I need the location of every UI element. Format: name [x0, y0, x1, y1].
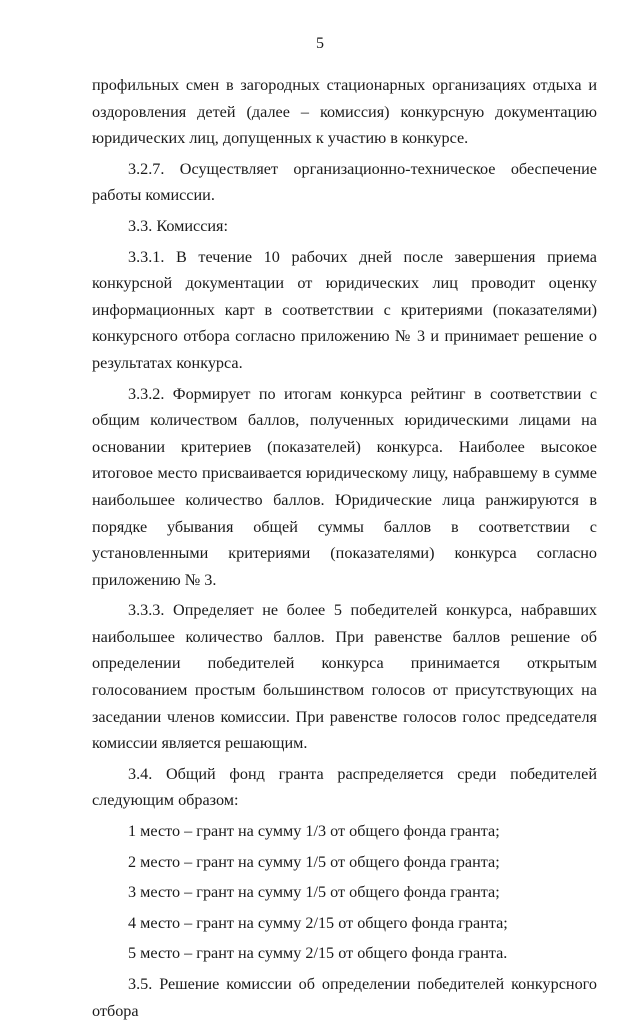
paragraph-3-5: 3.5. Решение комиссии об определении победителей конкурсного отбора — [92, 975, 597, 1020]
paragraph-3-4: 3.4. Общий фонд гранта распределяется среди победителей следующим образом: — [92, 764, 597, 810]
grant-distribution-list — [92, 818, 597, 967]
list-item: 2 место – грант на сумму 1/5 от общего фонда гранта; — [128, 852, 500, 871]
document-body — [92, 72, 597, 1028]
paragraph-3-3-1: 3.3.1. В течение 10 рабочих дней после завершения приема конкурсной документации от юридических лиц проводит оценку информационных карт в соответствии с критериями (показателями) конкурсного отбора согласно приложению № 3 и принимает решение о результатах конкурса. — [92, 247, 597, 372]
list-item: 1 место – грант на сумму 1/3 от общего фонда гранта; — [128, 822, 500, 841]
paragraph-3-2-7: 3.2.7. Осуществляет организационно-техническое обеспечение работы комиссии. — [92, 159, 597, 205]
list-item: 3 место – грант на сумму 1/5 от общего фонда гранта; — [128, 883, 500, 902]
paragraph-3-3-3: 3.3.3. Определяет не более 5 победителей конкурса, набравших наибольшее количество баллов. При равенстве баллов решение об определении победителей конкурса принимается открытым голосованием простым большинством голосов от присутствующих на заседании членов комиссии. При равенстве голосов голос председателя комиссии является решающим. — [92, 601, 597, 753]
list-item: 5 место – грант на сумму 2/15 от общего фонда гранта. — [128, 944, 508, 963]
paragraph-continuation: профильных смен в загородных стационарных организациях отдыха и оздоровления детей (далее – комиссия) конкурсную документацию юридических лиц, допущенных к участию в конкурсе. — [92, 76, 597, 148]
paragraph-3-3: 3.3. Комиссия: — [128, 216, 228, 235]
page-number: 5 — [316, 35, 324, 52]
list-item: 4 место – грант на сумму 2/15 от общего фонда гранта; — [128, 913, 508, 932]
paragraph-3-3-2: 3.3.2. Формирует по итогам конкурса рейтинг в соответствии с общим количеством баллов, полученных юридическими лицами на основании критериев (показателей) конкурса. Наиболее высокое итоговое место присваивается юридическому лицу, набравшему в сумме наибольшее количество баллов. Юридические лица ранжируются в порядке убывания общей суммы баллов в соответствии с установленными критериями (показателями) конкурса согласно приложению № 3. — [92, 384, 597, 589]
